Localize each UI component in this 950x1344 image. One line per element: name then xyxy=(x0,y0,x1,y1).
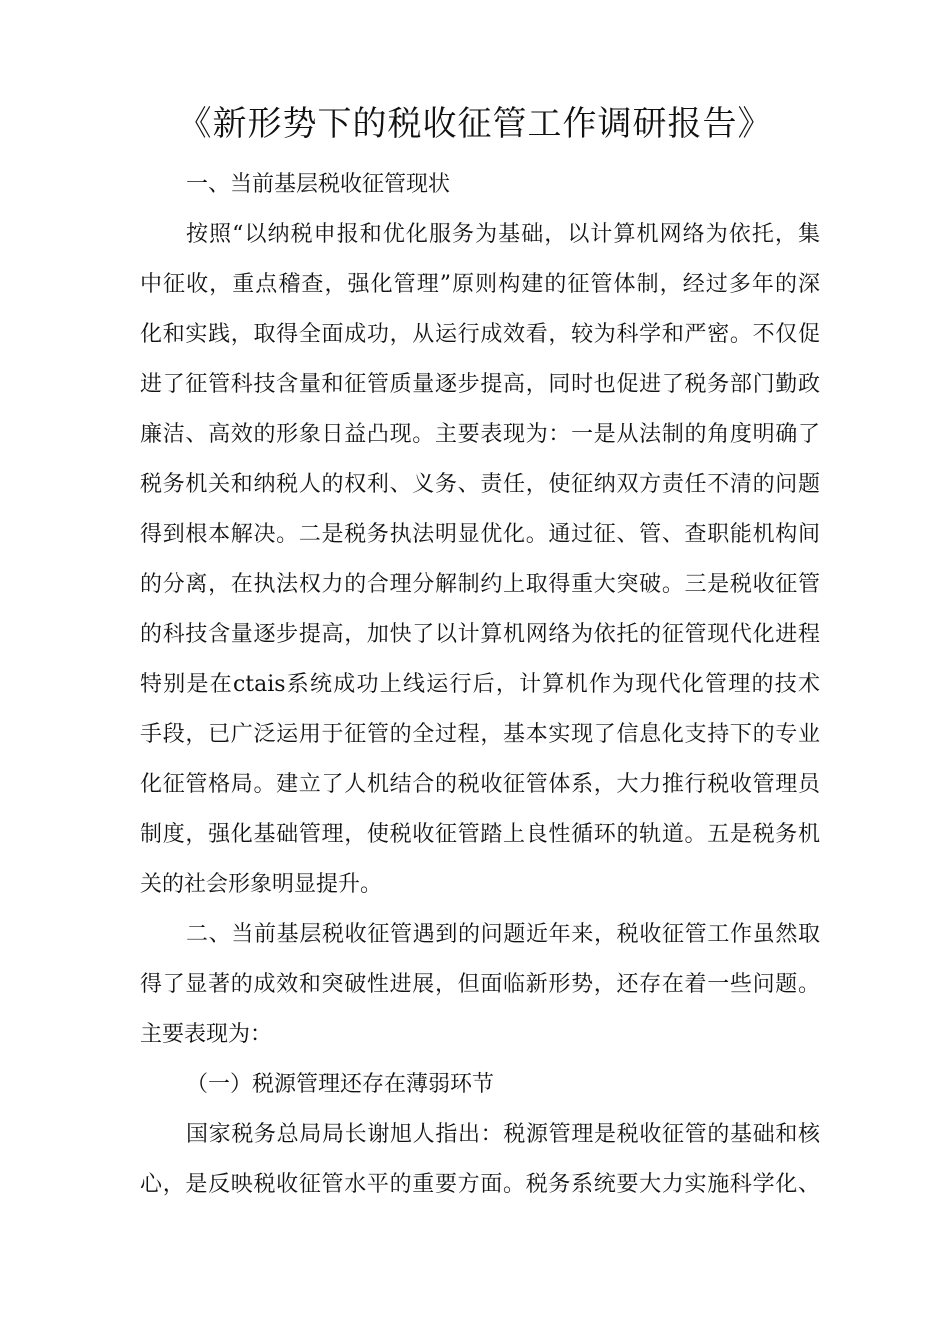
paragraph-2-line-1: 二、当前基层税收征管遇到的问题近年来，税收征管工作虽然取 xyxy=(186,922,820,947)
paragraph-3-line-1: 国家税务总局局长谢旭人指出：税源管理是税收征管的基础和核 xyxy=(186,1122,820,1147)
paragraph-1-line-9: 的科技含量逐步提高，加快了以计算机网络为依托的征管现代化进程 xyxy=(140,622,820,647)
document-title: 《新形势下的税收征管工作调研报告》 xyxy=(177,104,773,144)
paragraph-1-line-11: 手段，已广泛运用于征管的全过程，基本实现了信息化支持下的专业 xyxy=(140,722,820,747)
paragraph-2-line-3: 主要表现为： xyxy=(140,1022,273,1047)
section-heading-1: 一、当前基层税收征管现状 xyxy=(186,172,451,197)
paragraph-2-line-2: 得了显著的成效和突破性进展，但面临新形势，还存在着一些问题。 xyxy=(140,972,820,997)
paragraph-1-line-7: 得到根本解决。二是税务执法明显优化。通过征、管、查职能机构间 xyxy=(140,522,820,547)
paragraph-1-line-13: 制度，强化基础管理，使税收征管踏上良性循环的轨道。五是税务机 xyxy=(140,822,820,847)
paragraph-1-line-8: 的分离，在执法权力的合理分解制约上取得重大突破。三是税收征管 xyxy=(140,572,820,597)
paragraph-1-line-6: 税务机关和纳税人的权利、义务、责任，使征纳双方责任不清的问题 xyxy=(140,472,820,497)
paragraph-1-line-10: 特别是在ctais系统成功上线运行后，计算机作为现代化管理的技术 xyxy=(140,672,820,697)
paragraph-1-line-2: 中征收，重点稽查，强化管理”原则构建的征管体制，经过多年的深 xyxy=(140,272,820,297)
paragraph-1-line-1: 按照“以纳税申报和优化服务为基础，以计算机网络为依托，集 xyxy=(186,222,820,247)
paragraph-1-line-12: 化征管格局。建立了人机结合的税收征管体系，大力推行税收管理员 xyxy=(140,772,820,797)
paragraph-1-line-4: 进了征管科技含量和征管质量逐步提高，同时也促进了税务部门勤政 xyxy=(140,372,820,397)
paragraph-1-line-5: 廉洁、高效的形象日益凸现。主要表现为：一是从法制的角度明确了 xyxy=(140,422,820,447)
paragraph-3-line-2: 心，是反映税收征管水平的重要方面。税务系统要大力实施科学化、 xyxy=(140,1172,820,1197)
subheading-1: （一）税源管理还存在薄弱环节 xyxy=(186,1072,495,1097)
paragraph-1-line-14: 关的社会形象明显提升。 xyxy=(140,872,383,897)
paragraph-1-line-3: 化和实践，取得全面成功，从运行成效看，较为科学和严密。不仅促 xyxy=(140,322,820,347)
